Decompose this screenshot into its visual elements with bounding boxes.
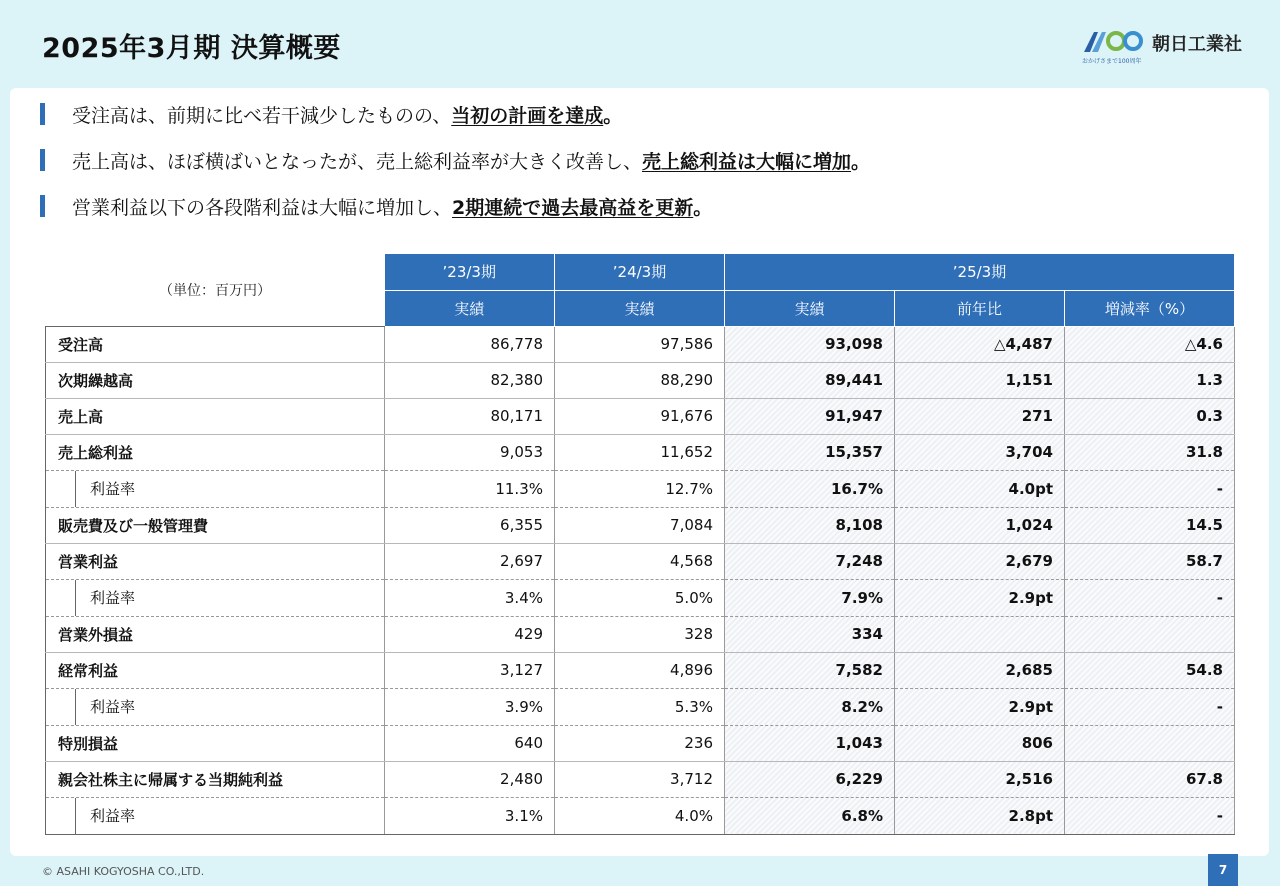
table-row bbox=[46, 543, 1235, 579]
row-label bbox=[46, 579, 385, 616]
value-2024: 5.3% bbox=[555, 688, 725, 725]
yoy-change: 2.9pt bbox=[895, 579, 1065, 616]
value-2024: 328 bbox=[555, 616, 725, 652]
value-2023: 2,480 bbox=[385, 761, 555, 797]
page-number: 7 bbox=[1208, 854, 1238, 886]
bullet-highlight: 売上総利益は大幅に増加 bbox=[642, 150, 852, 173]
value-2025: 7.9% bbox=[725, 579, 895, 616]
change-rate: 14.5 bbox=[1065, 507, 1235, 543]
period-header: ’23/3期 bbox=[385, 254, 555, 290]
value-2023: 3.4% bbox=[385, 579, 555, 616]
yoy-change: 3,704 bbox=[895, 434, 1065, 470]
change-rate: - bbox=[1065, 688, 1235, 725]
row-label: 次期繰越高 bbox=[46, 362, 385, 398]
change-rate: 31.8 bbox=[1065, 434, 1235, 470]
period-header: ’25/3期 bbox=[725, 254, 1235, 290]
row-label: 販売費及び一般管理費 bbox=[46, 507, 385, 543]
yoy-change: 1,151 bbox=[895, 362, 1065, 398]
value-2025: 91,947 bbox=[725, 398, 895, 434]
value-2024: 236 bbox=[555, 725, 725, 761]
table-row bbox=[46, 398, 1235, 434]
summary-bullets bbox=[40, 102, 870, 240]
value-2025: 8,108 bbox=[725, 507, 895, 543]
sub-label: 利益率 bbox=[75, 798, 135, 834]
bullet-text: 売上高は、ほぼ横ばいとなったが、売上総利益率が大きく改善し、 bbox=[72, 150, 643, 173]
value-2025: 16.7% bbox=[725, 470, 895, 507]
row-label: 親会社株主に帰属する当期純利益 bbox=[46, 761, 385, 797]
content-panel bbox=[10, 88, 1269, 856]
table-row bbox=[46, 362, 1235, 398]
sub-label: 利益率 bbox=[75, 580, 135, 616]
value-2025: 334 bbox=[725, 616, 895, 652]
value-2023: 640 bbox=[385, 725, 555, 761]
bullet-end: 。 bbox=[693, 196, 713, 219]
value-2025: 15,357 bbox=[725, 434, 895, 470]
row-label: 経常利益 bbox=[46, 652, 385, 688]
value-2023: 2,697 bbox=[385, 543, 555, 579]
row-label bbox=[46, 797, 385, 834]
bullet-highlight: 当初の計画を達成 bbox=[451, 104, 604, 127]
value-2025: 7,582 bbox=[725, 652, 895, 688]
table-row bbox=[46, 579, 1235, 616]
value-2024: 4,568 bbox=[555, 543, 725, 579]
bullet-marker bbox=[40, 195, 45, 217]
value-2024: 97,586 bbox=[555, 326, 725, 362]
yoy-change bbox=[895, 616, 1065, 652]
value-2023: 3.1% bbox=[385, 797, 555, 834]
column-header: 実績 bbox=[385, 290, 555, 326]
table-row bbox=[46, 725, 1235, 761]
company-logo bbox=[1082, 30, 1242, 65]
value-2025: 7,248 bbox=[725, 543, 895, 579]
change-rate: - bbox=[1065, 579, 1235, 616]
value-2023: 9,053 bbox=[385, 434, 555, 470]
value-2023: 6,355 bbox=[385, 507, 555, 543]
table-row bbox=[46, 616, 1235, 652]
yoy-change: 4.0pt bbox=[895, 470, 1065, 507]
value-2024: 7,084 bbox=[555, 507, 725, 543]
value-2024: 4.0% bbox=[555, 797, 725, 834]
bullet-item bbox=[40, 102, 870, 126]
sub-label: 利益率 bbox=[75, 689, 135, 725]
yoy-change: 2,516 bbox=[895, 761, 1065, 797]
value-2024: 91,676 bbox=[555, 398, 725, 434]
value-2025: 6,229 bbox=[725, 761, 895, 797]
unit-label: （単位：百万円） bbox=[46, 254, 385, 326]
yoy-change: 2,679 bbox=[895, 543, 1065, 579]
value-2024: 11,652 bbox=[555, 434, 725, 470]
bullet-end: 。 bbox=[851, 150, 871, 173]
table-row bbox=[46, 326, 1235, 362]
table-row bbox=[46, 652, 1235, 688]
value-2023: 3.9% bbox=[385, 688, 555, 725]
column-header: 増減率（%） bbox=[1065, 290, 1235, 326]
period-header: ’24/3期 bbox=[555, 254, 725, 290]
value-2025: 1,043 bbox=[725, 725, 895, 761]
financial-table bbox=[45, 254, 1235, 835]
change-rate: - bbox=[1065, 797, 1235, 834]
value-2025: 89,441 bbox=[725, 362, 895, 398]
yoy-change: 2.8pt bbox=[895, 797, 1065, 834]
row-label: 売上総利益 bbox=[46, 434, 385, 470]
yoy-change: 271 bbox=[895, 398, 1065, 434]
table-row bbox=[46, 470, 1235, 507]
value-2023: 80,171 bbox=[385, 398, 555, 434]
page-title: 2025年3月期 決算概要 bbox=[42, 33, 341, 64]
value-2024: 88,290 bbox=[555, 362, 725, 398]
yoy-change: 2,685 bbox=[895, 652, 1065, 688]
row-label bbox=[46, 470, 385, 507]
table-row bbox=[46, 507, 1235, 543]
sub-label: 利益率 bbox=[75, 471, 135, 507]
bullet-end: 。 bbox=[603, 104, 623, 127]
change-rate: 58.7 bbox=[1065, 543, 1235, 579]
value-2023: 11.3% bbox=[385, 470, 555, 507]
value-2024: 5.0% bbox=[555, 579, 725, 616]
yoy-change: 1,024 bbox=[895, 507, 1065, 543]
row-label: 営業外損益 bbox=[46, 616, 385, 652]
column-header: 前年比 bbox=[895, 290, 1065, 326]
change-rate: 67.8 bbox=[1065, 761, 1235, 797]
bullet-item bbox=[40, 148, 870, 172]
copyright: © ASAHI KOGYOSHA CO.,LTD. bbox=[42, 865, 205, 878]
column-header: 実績 bbox=[555, 290, 725, 326]
row-label: 特別損益 bbox=[46, 725, 385, 761]
logo-tagline: おかげさまで100周年 bbox=[1082, 58, 1142, 65]
value-2024: 4,896 bbox=[555, 652, 725, 688]
table-row bbox=[46, 797, 1235, 834]
row-label: 営業利益 bbox=[46, 543, 385, 579]
bullet-highlight: 2期連続で過去最高益を更新 bbox=[452, 196, 694, 219]
change-rate: - bbox=[1065, 470, 1235, 507]
change-rate: 54.8 bbox=[1065, 652, 1235, 688]
company-name: 朝日工業社 bbox=[1152, 34, 1242, 55]
table-row bbox=[46, 434, 1235, 470]
centennial-logo-icon bbox=[1082, 30, 1146, 56]
value-2025: 8.2% bbox=[725, 688, 895, 725]
bullet-item bbox=[40, 194, 870, 218]
row-label: 売上高 bbox=[46, 398, 385, 434]
value-2025: 93,098 bbox=[725, 326, 895, 362]
change-rate bbox=[1065, 725, 1235, 761]
row-label bbox=[46, 688, 385, 725]
bullet-text: 受注高は、前期に比べ若干減少したものの、 bbox=[72, 104, 452, 127]
value-2023: 3,127 bbox=[385, 652, 555, 688]
bullet-marker bbox=[40, 103, 45, 125]
bullet-text: 営業利益以下の各段階利益は大幅に増加し、 bbox=[72, 196, 453, 219]
value-2023: 82,380 bbox=[385, 362, 555, 398]
value-2024: 3,712 bbox=[555, 761, 725, 797]
yoy-change: △4,487 bbox=[895, 326, 1065, 362]
change-rate: 0.3 bbox=[1065, 398, 1235, 434]
value-2024: 12.7% bbox=[555, 470, 725, 507]
yoy-change: 2.9pt bbox=[895, 688, 1065, 725]
value-2023: 429 bbox=[385, 616, 555, 652]
value-2023: 86,778 bbox=[385, 326, 555, 362]
yoy-change: 806 bbox=[895, 725, 1065, 761]
change-rate: △4.6 bbox=[1065, 326, 1235, 362]
bullet-marker bbox=[40, 149, 45, 171]
change-rate: 1.3 bbox=[1065, 362, 1235, 398]
column-header: 実績 bbox=[725, 290, 895, 326]
change-rate bbox=[1065, 616, 1235, 652]
table-row bbox=[46, 761, 1235, 797]
value-2025: 6.8% bbox=[725, 797, 895, 834]
table-row bbox=[46, 688, 1235, 725]
row-label: 受注高 bbox=[46, 326, 385, 362]
